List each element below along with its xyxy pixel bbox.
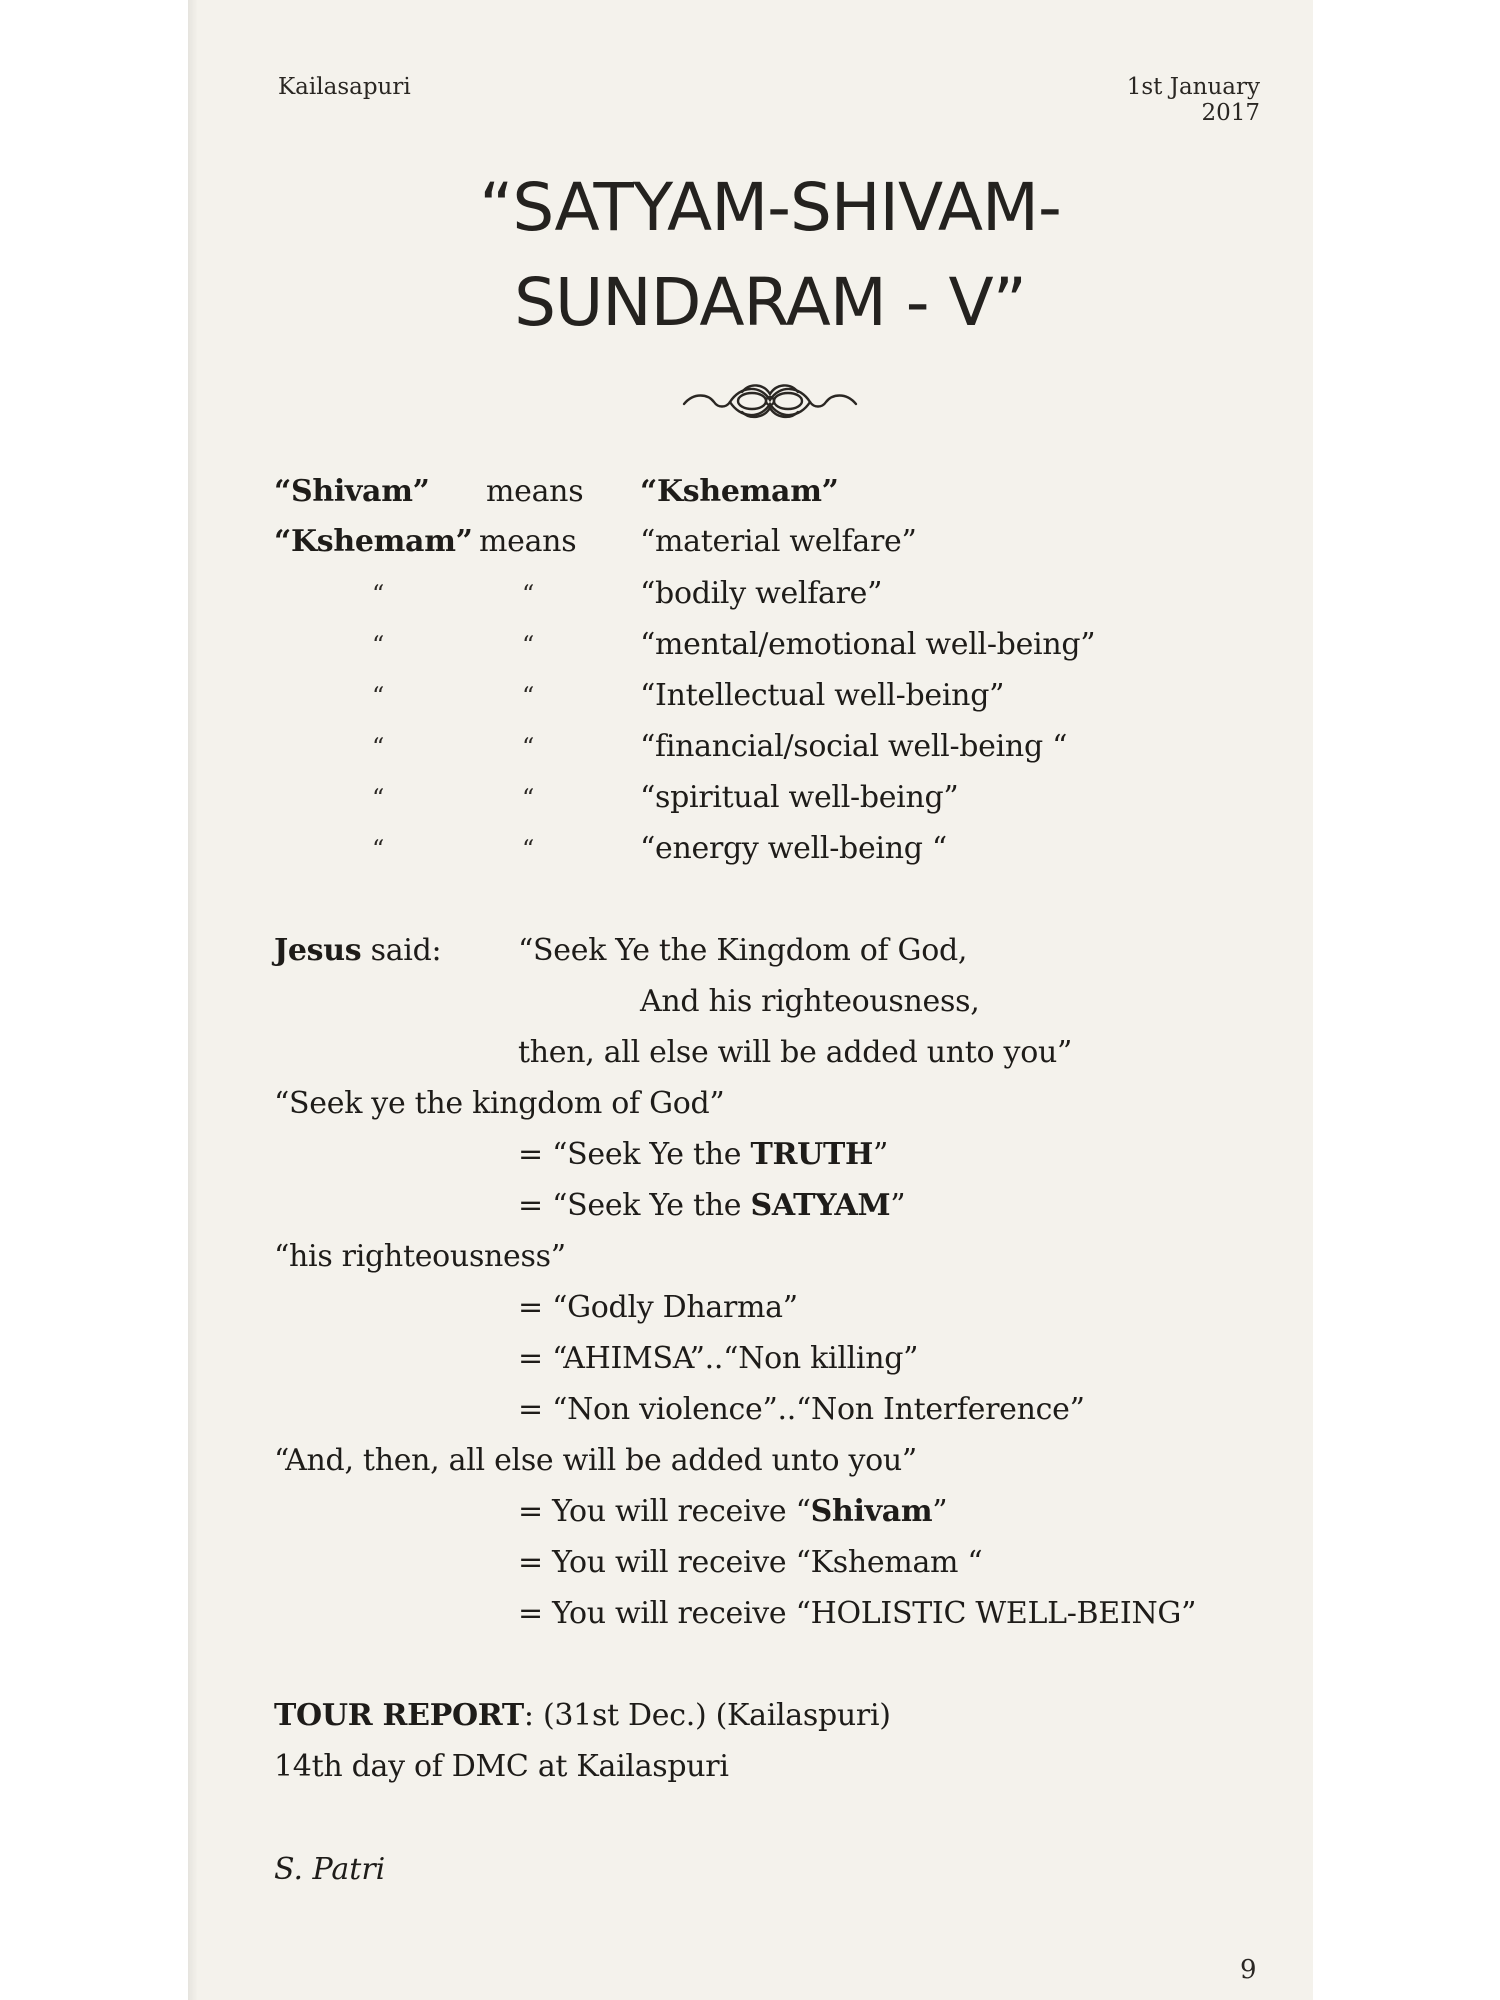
explanation-line: = “Non violence”..“Non Interference” <box>518 1392 1085 1427</box>
ditto-mark: “ <box>372 682 385 710</box>
quote-line-2: And his righteousness, <box>640 984 980 1019</box>
def-row-2-means: means <box>479 524 577 559</box>
ditto-mark: “ <box>372 835 385 863</box>
ditto-mark: “ <box>372 733 385 761</box>
quote-line-1: “Seek Ye the Kingdom of God, <box>518 933 968 968</box>
explanation-line: = “Godly Dharma” <box>518 1290 798 1325</box>
running-header-left: Kailasapuri <box>278 74 411 100</box>
explanation-line: = “Seek Ye the TRUTH” <box>518 1137 889 1172</box>
explanation-line: = You will receive “Shivam” <box>518 1494 948 1529</box>
ditto-mark: “ <box>372 631 385 659</box>
page-edge-shadow <box>188 0 198 2000</box>
def-row-1-term: “Shivam” <box>274 474 430 509</box>
explanation-heading-1: “Seek ye the kingdom of God” <box>274 1086 725 1121</box>
explanation-heading-2: “his righteousness” <box>274 1239 566 1274</box>
explanation-heading-3: “And, then, all else will be added unto you” <box>274 1443 917 1478</box>
explanation-line: = “Seek Ye the SATYAM” <box>518 1188 906 1223</box>
ditto-mark: “ <box>522 733 535 761</box>
def-row-8-value: “energy well-being “ <box>640 831 947 866</box>
tour-report-heading: TOUR REPORT: (31st Dec.) (Kailaspuri) <box>274 1698 891 1733</box>
explanation-line: = You will receive “HOLISTIC WELL-BEING” <box>518 1596 1197 1631</box>
def-row-7-value: “spiritual well-being” <box>640 780 959 815</box>
explanation-line: = “AHIMSA”..“Non killing” <box>518 1341 919 1376</box>
def-row-4-value: “mental/emotional well-being” <box>640 627 1096 662</box>
signature: S. Patri <box>274 1852 386 1887</box>
ditto-mark: “ <box>372 784 385 812</box>
explanation-line: = You will receive “Kshemam “ <box>518 1545 983 1580</box>
ditto-mark: “ <box>522 580 535 608</box>
page-title <box>300 160 1240 350</box>
def-row-6-value: “financial/social well-being “ <box>640 729 1068 764</box>
quote-line-3: then, all else will be added unto you” <box>518 1035 1073 1070</box>
def-row-2-term: “Kshemam” <box>274 524 473 559</box>
tour-report-line: 14th day of DMC at Kailaspuri <box>274 1749 729 1784</box>
def-row-5-value: “Intellectual well-being” <box>640 678 1005 713</box>
ditto-mark: “ <box>522 784 535 812</box>
ditto-mark: “ <box>522 631 535 659</box>
def-row-3-value: “bodily welfare” <box>640 576 883 611</box>
flourish-ornament-icon <box>680 370 860 430</box>
ditto-mark: “ <box>522 835 535 863</box>
page-number: 9 <box>1240 1955 1257 1985</box>
def-row-2-value: “material welfare” <box>640 524 917 559</box>
title-line-2: SUNDARAM - V” <box>514 264 1026 341</box>
ditto-mark: “ <box>522 682 535 710</box>
def-row-1-means: means <box>486 474 584 509</box>
quote-speaker: Jesus said: <box>274 933 442 968</box>
ditto-mark: “ <box>372 580 385 608</box>
running-header-right: 1st January 2017 <box>1126 74 1260 126</box>
def-row-1-value: “Kshemam” <box>640 474 839 509</box>
title-line-1: “SATYAM-SHIVAM- <box>479 169 1061 246</box>
